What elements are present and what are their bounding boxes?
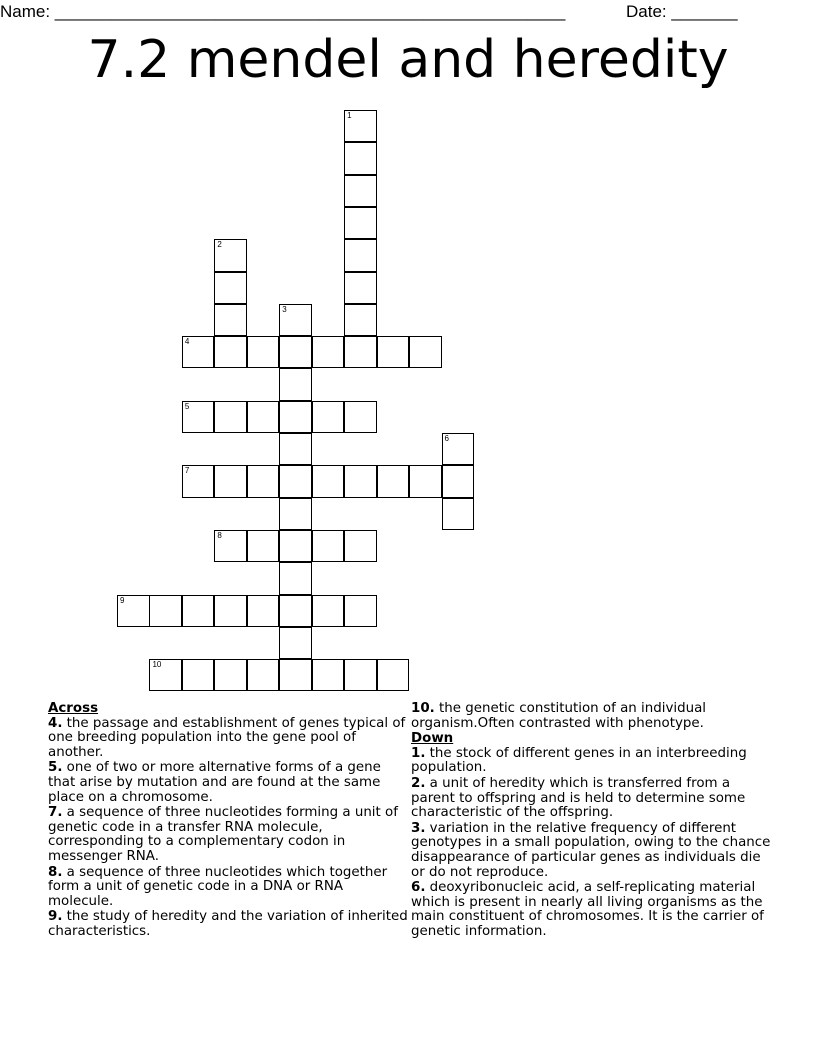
crossword-cell[interactable] [214,272,247,304]
crossword-cell[interactable] [247,336,280,368]
clue-item [48,910,408,939]
clue-item [48,761,408,805]
crossword-cell[interactable] [312,659,345,691]
clue-text: a sequence of three nucleotides which together form a unit of genetic code in a DNA or RNA molecule. [48,864,388,909]
crossword-cell[interactable] [344,336,377,368]
crossword-cell[interactable] [344,401,377,433]
crossword-cell[interactable] [279,304,312,336]
crossword-cell[interactable] [344,142,377,174]
clue-number: 5. [48,760,63,776]
crossword-cell[interactable] [312,401,345,433]
clue-text: the stock of different genes in an interbreeding population. [411,745,747,776]
crossword-cell[interactable] [312,595,345,627]
crossword-cell[interactable] [312,465,345,497]
crossword-cell[interactable] [344,272,377,304]
clue-number: 1. [411,745,426,761]
clue-text: the study of heredity and the variation of inherited characteristics. [48,909,408,939]
clue-text: a unit of heredity which is transferred from a parent to offspring and is held to determine some characteristic of the offspring. [411,775,746,821]
crossword-cell[interactable] [344,239,377,271]
crossword-cell[interactable] [182,336,215,368]
crossword-cell[interactable] [247,465,280,497]
clue-item [411,747,773,776]
clue-item [48,866,408,910]
crossword-cell[interactable] [214,336,247,368]
clue-number: 10. [411,701,435,716]
down-heading: Down [411,731,454,747]
cell-number: 8 [217,530,222,540]
crossword-cell[interactable] [344,304,377,336]
crossword-cell[interactable] [344,465,377,497]
crossword-cell[interactable] [247,595,280,627]
cell-number: 6 [444,434,449,443]
crossword-cell[interactable] [279,595,312,627]
clue-text: the genetic constitution of an individual organism.Often contrasted with phenotype. [411,701,707,731]
crossword-cell[interactable] [182,465,215,497]
clue-item [411,702,773,731]
crossword-cell[interactable] [344,207,377,239]
name-field[interactable]: Name: ______________________________________________________ [0,2,566,21]
clue-number: 9. [48,909,63,925]
crossword-cell[interactable] [279,465,312,497]
clue-number: 4. [48,715,63,731]
crossword-cell[interactable] [377,465,410,497]
down-clues-column [411,702,773,941]
crossword-cell[interactable] [279,368,312,400]
cell-number: 3 [282,304,287,314]
crossword-cell[interactable] [247,401,280,433]
crossword-cell[interactable] [182,595,215,627]
crossword-cell[interactable] [214,595,247,627]
cell-number: 2 [217,240,222,250]
crossword-cell[interactable] [182,659,215,691]
crossword-cell[interactable] [247,659,280,691]
crossword-cell[interactable] [279,627,312,659]
crossword-cell[interactable] [214,465,247,497]
cell-number: 5 [184,401,190,411]
clue-text: variation in the relative frequency of different genotypes in a small population, owing to the chance disappearance of particular genes as individuals die or do not reproduce. [411,820,771,880]
cell-number: 9 [120,595,125,605]
crossword-cell[interactable] [279,530,312,562]
crossword-cell[interactable] [344,595,377,627]
crossword-cell[interactable] [214,530,247,562]
clue-item [411,777,773,821]
crossword-cell[interactable] [377,659,410,691]
crossword-cell[interactable] [312,530,345,562]
crossword-cell[interactable] [344,530,377,562]
cell-number: 7 [184,466,190,476]
cell-number: 4 [184,337,190,347]
crossword-cell[interactable] [214,304,247,336]
crossword-cell[interactable] [279,336,312,368]
crossword-cell[interactable] [344,175,377,207]
crossword-cell[interactable] [442,433,475,465]
clue-number: 3. [411,820,426,836]
crossword-cell[interactable] [117,595,150,627]
clue-number: 8. [48,864,63,880]
across-heading: Across [48,701,99,716]
crossword-cell[interactable] [279,401,312,433]
crossword-cell[interactable] [377,336,410,368]
crossword-cell[interactable] [214,401,247,433]
clue-text: deoxyribonucleic acid, a self-replicating material which is present in nearly all living organisms as the main constituent of chromosomes. It is the carrier of genetic information. [411,880,764,939]
clue-text: a sequence of three nucleotides forming a unit of genetic code in a transfer RNA molecule, corresponding to a complementary codon in messenger RNA. [48,805,398,864]
crossword-cell[interactable] [312,336,345,368]
crossword-cell[interactable] [214,659,247,691]
crossword-cell[interactable] [344,659,377,691]
clue-text: one of two or more alternative forms of a gene that arise by mutation and are found at the same place on a chromosome. [48,760,381,805]
crossword-cell[interactable] [182,401,215,433]
clue-number: 7. [48,805,63,821]
clue-item [48,806,408,864]
crossword-cell[interactable] [149,595,182,627]
clue-number: 2. [411,775,426,791]
cell-number: 10 [152,660,162,670]
crossword-cell[interactable] [344,110,377,142]
crossword-cell[interactable] [149,659,182,691]
clue-item [411,881,773,939]
clue-item [411,822,773,880]
page-title: 7.2 mendel and heredity [87,30,729,90]
date-field[interactable]: Date: _______ [626,2,738,21]
cell-number: 1 [347,111,352,120]
clue-number: 6. [411,880,426,896]
crossword-cell[interactable] [279,433,312,465]
clue-text: the passage and establishment of genes typical of one breeding population into the gene pool of another. [48,715,406,760]
crossword-cell[interactable] [247,530,280,562]
clue-item [48,717,408,761]
crossword-cell[interactable] [279,659,312,691]
crossword-cell[interactable] [214,239,247,271]
crossword-cell[interactable] [409,465,442,497]
across-clues [48,702,408,941]
crossword-cell[interactable] [279,498,312,530]
crossword-cell[interactable] [442,465,475,497]
crossword-cell[interactable] [279,562,312,594]
crossword-cell[interactable] [409,336,442,368]
crossword-cell[interactable] [442,498,475,530]
